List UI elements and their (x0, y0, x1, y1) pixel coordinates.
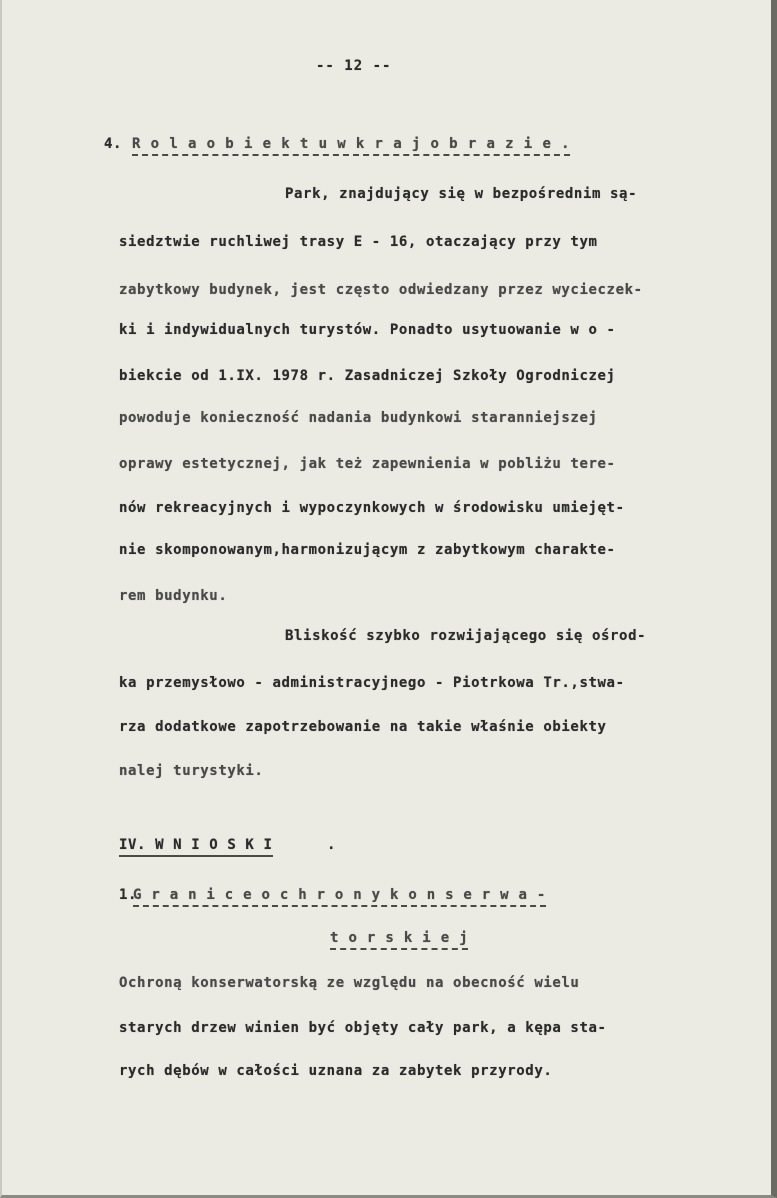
subsection-1-number: 1. (119, 887, 138, 903)
paragraph-3-line-2: starych drzew winien być objęty cały park, a kępa sta- (119, 1020, 607, 1036)
paragraph-2-line-3: rza dodatkowe zapotrzebowanie na takie właśnie obiekty (119, 719, 607, 735)
paragraph-1-line-2: siedztwie ruchliwej trasy E - 16, otaczający przy tym (119, 234, 598, 250)
section-iv-heading (119, 837, 273, 857)
paragraph-2-line-4: nalej turystyki. (119, 763, 264, 779)
paragraph-3-line-1: Ochroną konserwatorską ze względu na obecność wielu (119, 975, 580, 991)
paragraph-2-line-1: Bliskość szybko rozwijającego się ośrod- (285, 628, 647, 644)
paragraph-1-line-3: zabytkowy budynek, jest często odwiedzany przez wycieczek- (119, 282, 643, 298)
page-number: -- 12 -- (316, 58, 392, 74)
paragraph-3-line-3: rych dębów w całości uznana za zabytek przyrody. (119, 1063, 553, 1079)
paragraph-1-line-4: ki i indywidualnych turystów. Ponadto usytuowanie w o - (119, 322, 616, 338)
section-iv-trailing-dot: . (327, 837, 337, 853)
subsection-1-title-line-2: t o r s k i e j (330, 930, 468, 950)
section-iv-title: W N I O S K I (155, 837, 273, 853)
paragraph-1-line-8: nów rekreacyjnych i wypoczynkowych w środowisku umiejęt- (119, 500, 625, 516)
paragraph-1-line-1: Park, znajdujący się w bezpośrednim są- (285, 186, 638, 202)
section-iv-number: IV. (119, 837, 147, 853)
section-4-number: 4. (104, 136, 123, 152)
paragraph-1-line-5: biekcie od 1.IX. 1978 r. Zasadniczej Szkoły Ogrodniczej (119, 368, 616, 384)
paragraph-1-line-7: oprawy estetycznej, jak też zapewnienia w pobliżu tere- (119, 456, 616, 472)
section-4-heading: R o l a o b i e k t u w k r a j o b r a z i e . (132, 136, 570, 156)
paragraph-1-line-9: nie skomponowanym,harmonizującym z zabytkowym charakte- (119, 542, 616, 558)
subsection-1-title-line-1: G r a n i c e o c h r o n y k o n s e r w a - (133, 887, 546, 907)
paragraph-1-line-6: powoduje konieczność nadania budynkowi staranniejszej (119, 410, 598, 426)
paragraph-1-line-10: rem budynku. (119, 588, 228, 604)
paragraph-2-line-2: ka przemysłowo - administracyjnego - Piotrkowa Tr.,stwa- (119, 675, 625, 691)
